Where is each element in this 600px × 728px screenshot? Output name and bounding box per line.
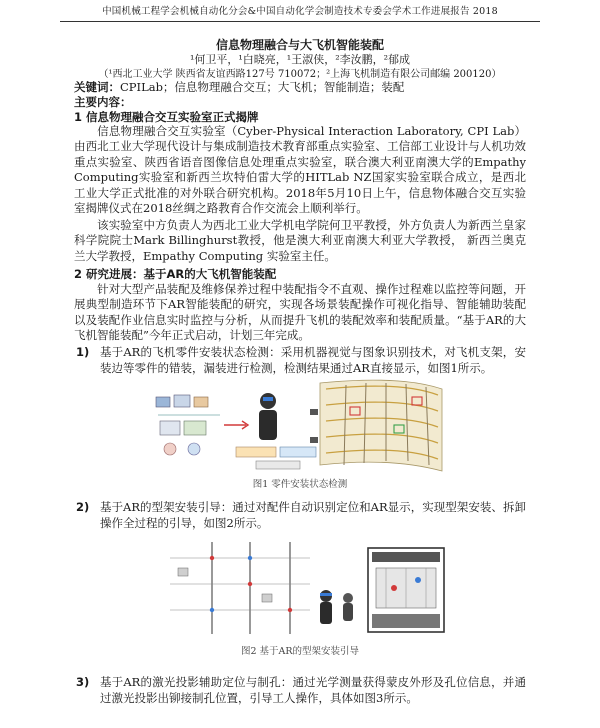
list-item-1: [76, 344, 526, 376]
figure-1-caption: 图1 零件安装状态检测: [252, 479, 348, 490]
main-content-heading: 主要内容：: [74, 95, 132, 109]
figure-2: [150, 538, 450, 656]
author-list: ¹何卫平，¹白晓亮，¹王淑侠，²李汝鹏，²郁成: [189, 53, 411, 66]
list-item-1-text: 基于AR的飞机零件安装状态检测：采用机器视觉与图象识别技术，对飞机支架，安装边等零件的错装，漏装进行检测，检测结果通过AR直接显示，如图1所示。: [100, 345, 526, 375]
running-head: 中国机械工程学会机械自动化分会&中国自动化学会制造技术专委会学术工作进展报告 2018: [60, 3, 540, 22]
figure-2-caption: 图2 基于AR的型架安装引导: [240, 646, 360, 657]
figure-2-illustration: [150, 538, 450, 642]
section2-paragraph-1-text: 针对大型产品装配及维修保养过程中装配指令不直观、操作过程难以监控等问题，开展典型制造环节下AR智能装配的研究，实现各场景装配操作可视化指导、智能辅助装配以及装配作业信息实时监控与分析，从而提升飞机的装配效率和装配质量。“基于AR的大飞机智能装配”今年正式启动，计划三年完成。: [74, 282, 526, 343]
section2-heading: 2 研究进展：基于AR的大飞机智能装配: [74, 267, 277, 281]
paper-title: 信息物理融合与大飞机智能装配: [215, 38, 384, 52]
list-item-3-number: 3): [76, 675, 90, 689]
section2-paragraph-1: [74, 282, 526, 344]
section1-paragraph-2-text: 该实验室中方负责人为西北工业大学机电学院何卫平教授，外方负责人为新西兰皇家科学院院士Mark Billinghurst教授，他是澳大利亚南澳大利亚大学教授， 新西兰奥克兰大学教授，Empathy Computing 实验室主任。: [74, 218, 526, 263]
section1-paragraph-2: [74, 218, 526, 264]
keywords-line: [74, 79, 404, 95]
keywords-label: 关键词：: [74, 80, 120, 94]
section1-heading: 1 信息物理融合交互实验室正式揭牌: [74, 110, 259, 124]
list-item-3-text: 基于AR的激光投影辅助定位与制孔：通过光学测量获得蒙皮外形及孔位信息，并通过激光投影出铆接制孔位置，引导工人操作，具体如图3所示。: [100, 675, 526, 705]
section1-paragraph-1: [74, 124, 526, 216]
list-item-2-text: 基于AR的型架安装引导：通过对配件自动识别定位和AR显示，实现型架安装、拆卸操作全过程的引导，如图2所示。: [100, 500, 526, 530]
figure-1: [150, 375, 450, 490]
list-item-1-number: 1): [76, 345, 90, 359]
section1-paragraph-1-text: 信息物理融合交互实验室（Cyber-Physical Interaction Laboratory, CPI Lab）由西北工业大学现代设计与集成制造技术教育部重点实验室、工信部工业设计与人机功效重点实验室、陕西省语音图像信息处理重点实验室，联合澳大利亚南澳大学的Empathy Computing实验室和新西兰坎特伯雷大学的HITLab NZ国家实验室联合成立，是西北工业大学正式批准的对外联合研究机构。2018年5月10日上午，信息物体融合交互实验室揭牌仪式在2018丝绸之路教育合作交流会上顺利举行。: [74, 124, 526, 216]
list-item-3: [76, 674, 526, 706]
figure-1-illustration: [150, 375, 450, 475]
list-item-2: [76, 499, 526, 531]
affiliation: （¹西北工业大学 陕西省友谊西路127号 710072；²上海飞机制造有限公司邮编 200120）: [98, 69, 502, 80]
list-item-2-number: 2): [76, 500, 90, 514]
keywords-text: CPILab；信息物理融合交互；大飞机；智能制造；装配: [120, 80, 405, 94]
